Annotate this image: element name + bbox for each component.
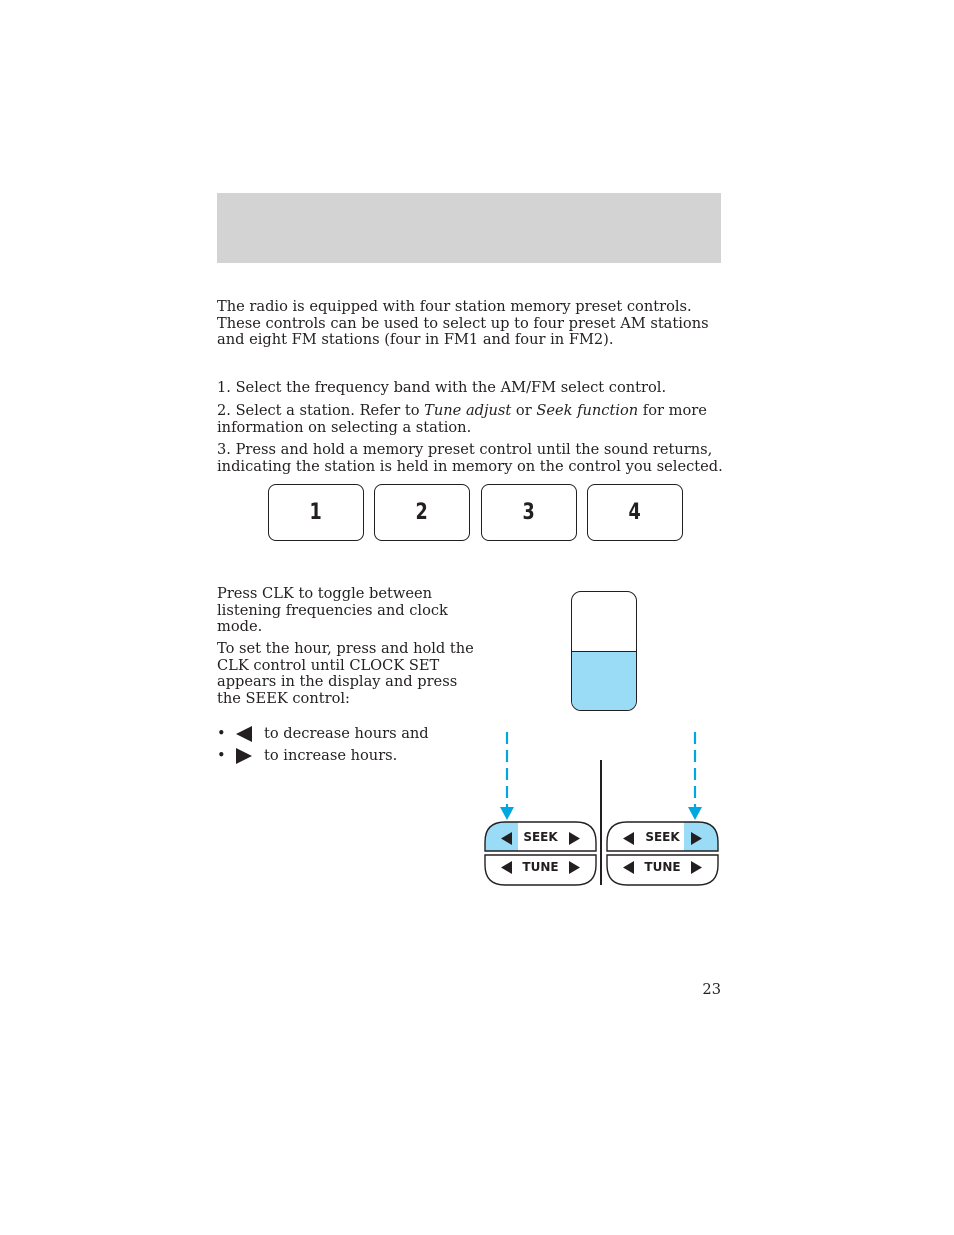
clk-paragraph-1: Press CLK to toggle between listening frequencies and clock mode. [217,585,448,635]
preset-label-4: 4 [628,500,642,525]
clk-paragraph-2: To set the hour, press and hold the CLK control until CLOCK SET appears in the display and press the SEEK control: [217,640,474,707]
tune-left-arrow-icon [623,861,634,874]
bullet-dot: • [217,725,226,742]
step-3: 3. Press and hold a memory preset control until the sound returns, indicating the station is held in memory on the control you selected. [217,441,723,475]
seek-tune-control-left [485,822,596,885]
tune-right-arrow-icon [691,861,702,874]
step-2-text-a: 2. Select a station. Refer to [217,402,425,419]
seek-tune-control-right [607,822,718,885]
tune-right-arrow-icon [569,861,580,874]
seek-label-left: SEEK [523,830,558,844]
seek-left-arrow-icon [623,832,634,845]
step-2-text-b: for more information on selecting a station. [217,402,707,436]
bullet-increase-text: to increase hours. [264,747,398,764]
preset-label-1: 1 [309,500,323,525]
dashed-arrow-left-icon [500,732,514,820]
tune-adjust-ref: Tune adjust [424,402,512,419]
step-1: 1. Select the frequency band with the AM/FM select control. [217,379,667,396]
tune-left-arrow-icon [501,861,512,874]
seek-function-ref: Seek function [536,402,639,419]
seek-right-arrow-icon [569,832,580,845]
page-number: 23 [702,981,721,998]
step-2-or: or [511,402,537,419]
intro-paragraph: The radio is equipped with four station memory preset controls. These controls can be used to select up to four preset AM stations and eight FM stations (four in FM1 and four in FM2). [217,298,709,348]
dashed-arrow-right-icon [688,732,702,820]
preset-label-2: 2 [415,500,429,525]
bullet-dot: • [217,747,226,764]
tune-label-right: TUNE [644,860,681,874]
seek-label-right: SEEK [645,830,680,844]
tune-label-left: TUNE [522,860,559,874]
preset-label-3: 3 [522,500,536,525]
bullet-decrease-text: to decrease hours and [264,725,429,742]
